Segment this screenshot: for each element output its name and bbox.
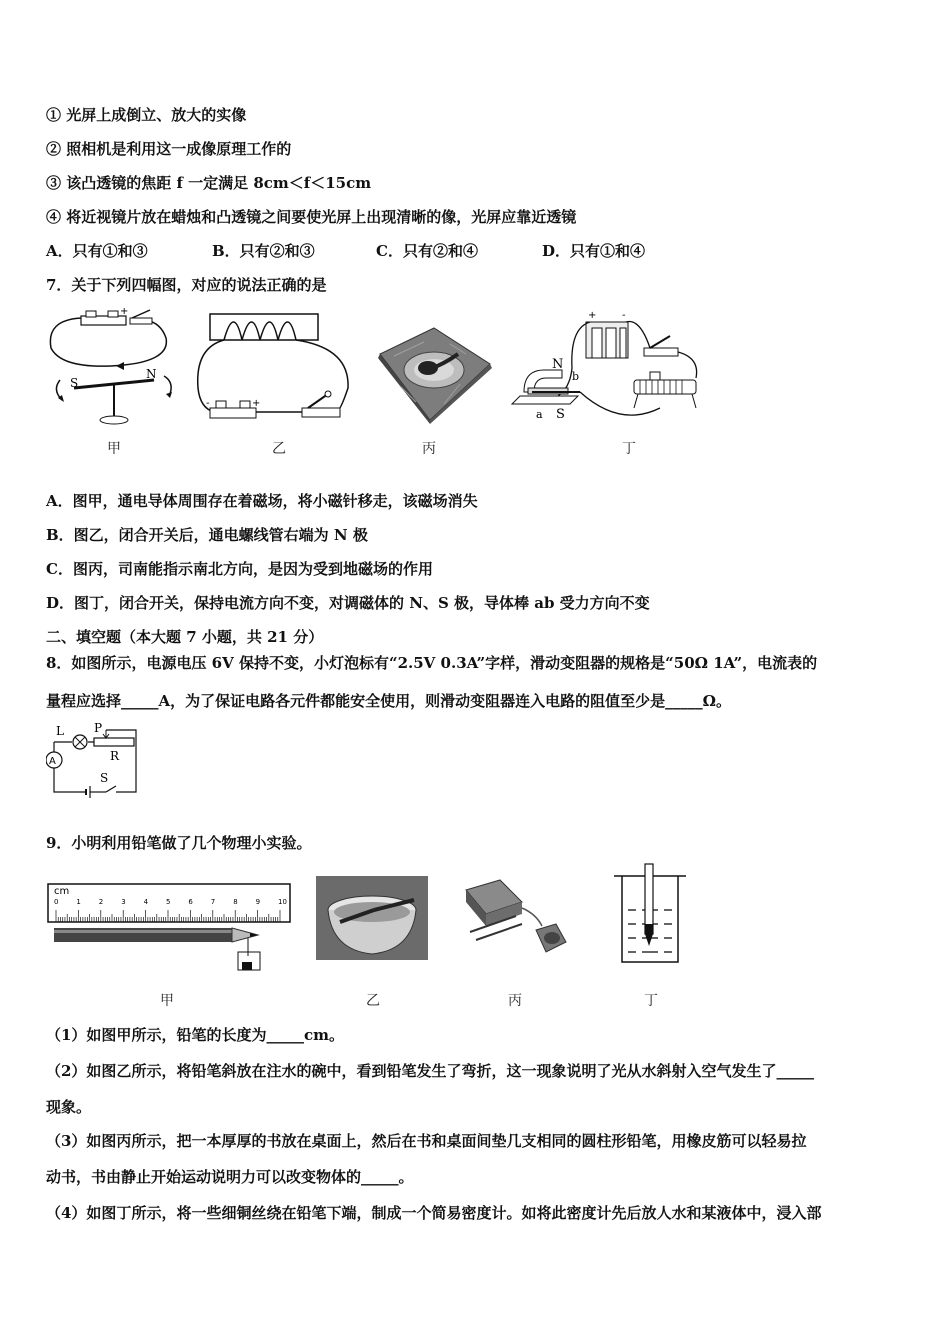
figure-ruler-pencil [46, 880, 296, 976]
q9-stem: 9．小明利用铅笔做了几个物理小实验。 [46, 834, 312, 852]
ruler-tick-label: 3 [121, 898, 126, 906]
q7-option-d: D．图丁，闭合开关，保持电流方向不变，对调磁体的 N、S 极，导体棒 ab 受力方向不变 [46, 594, 650, 612]
q6-statement-2: ② 照相机是利用这一成像原理工作的 [46, 140, 292, 158]
fig-yi-plus: + [252, 398, 261, 409]
q6-option-a: A．只有①和③ [46, 242, 148, 260]
q7-fig-label-jia: 甲 [107, 441, 121, 457]
fig-ding-b: b [572, 370, 580, 383]
q6-option-b: B．只有②和③ [212, 242, 315, 260]
circuit-label-s: S [100, 771, 109, 785]
q7-option-c: C．图丙，司南能指示南北方向，是因为受到地磁场的作用 [46, 560, 433, 578]
q6-statement-3: ③ 该凸透镜的焦距 f 一定满足 8cm＜f＜15cm [46, 174, 372, 192]
fig-ding-minus: - [622, 310, 626, 321]
figure-sinan [370, 324, 494, 424]
circuit-label-l: L [56, 724, 64, 738]
ruler-tick-label: 6 [188, 898, 193, 906]
fig-ding-s: S [556, 407, 565, 422]
q6-option-d: D．只有①和④ [542, 242, 646, 260]
fig-jia-n: N [146, 367, 157, 381]
q9-part-4: （4）如图丁所示，将一些细铜丝绕在铅笔下端，制成一个简易密度计。如将此密度计先后放人水和某液体中，浸入部 [46, 1204, 822, 1222]
fig-yi-minus: - [206, 398, 210, 409]
ruler-tick-label: 9 [255, 898, 261, 906]
ruler-tick-label: 0 [54, 898, 59, 906]
section-2-title: 二、填空题（本大题 7 小题，共 21 分） [46, 628, 324, 646]
figure-q8-circuit [46, 722, 138, 798]
ruler-tick-label: 10 [278, 898, 287, 906]
q9-part-2: （2）如图乙所示，将铅笔斜放在注水的碗中，看到铅笔发生了弯折，这一现象说明了光从水斜射入空气发生了_____ [46, 1062, 814, 1080]
ruler-tick-label: 5 [166, 898, 171, 906]
ruler-tick-label: 2 [98, 898, 104, 906]
figure-oersted [46, 308, 176, 438]
q9-fig-label-yi: 乙 [366, 993, 380, 1009]
q8-line-1: 8．如图所示，电源电压 6V 保持不变，小灯泡标有“2.5V 0.3A”字样，滑动变阻器的规格是“50Ω 1A”，电流表的 [46, 654, 818, 672]
fig-ding-n: N [552, 357, 564, 372]
q8-line-2: 量程应选择_____A，为了保证电路各元件都能安全使用，则滑动变阻器连入电路的阻值至少是_____Ω。 [46, 692, 731, 710]
q6-option-c: C．只有②和④ [376, 242, 478, 260]
q9-part-3-cont: 动书，书由静止开始运动说明力可以改变物体的_____。 [46, 1168, 414, 1186]
q9-part-3: （3）如图丙所示，把一本厚厚的书放在桌面上，然后在书和桌面间垫几支相同的圆柱形铅笔，用橡皮筋可以轻易拉 [46, 1132, 807, 1150]
ruler-tick-label: 8 [233, 898, 238, 906]
ruler-tick-label: 7 [210, 898, 216, 906]
q9-part-2-cont: 现象。 [46, 1098, 92, 1116]
figure-motor-principle [510, 308, 710, 438]
ruler-unit: cm [54, 886, 70, 897]
q7-fig-label-yi: 乙 [272, 441, 286, 457]
q7-stem: 7．关于下列四幅图，对应的说法正确的是 [46, 276, 327, 294]
figure-solenoid [190, 308, 360, 438]
q9-fig-label-ding: 丁 [644, 993, 658, 1009]
fig-ding-plus: + [588, 310, 597, 321]
fig-jia-s: S [70, 376, 79, 390]
q7-fig-label-bing: 丙 [422, 441, 436, 457]
fig-jia-plus: + [120, 308, 129, 317]
circuit-label-r: R [110, 749, 120, 763]
q7-option-b: B．图乙，闭合开关后，通电螺线管右端为 N 极 [46, 526, 368, 544]
ruler-tick-label: 1 [76, 898, 81, 906]
figure-density-meter [608, 862, 692, 966]
ruler-tick-label: 4 [143, 898, 149, 906]
circuit-label-a: A [49, 756, 56, 767]
q9-fig-label-jia: 甲 [160, 993, 174, 1009]
circuit-label-p: P [94, 722, 103, 735]
q7-fig-label-ding: 丁 [622, 441, 636, 457]
figure-book-pencils [456, 878, 572, 962]
fig-ding-a: a [536, 408, 543, 421]
q6-statement-4: ④ 将近视镜片放在蜡烛和凸透镜之间要使光屏上出现清晰的像，光屏应靠近透镜 [46, 208, 577, 226]
q6-statement-1: ① 光屏上成倒立、放大的实像 [46, 106, 247, 124]
q9-part-1: （1）如图甲所示，铅笔的长度为_____cm。 [46, 1026, 344, 1044]
q7-option-a: A．图甲，通电导体周围存在着磁场，将小磁针移走，该磁场消失 [46, 492, 478, 510]
figure-bowl-pencil [316, 876, 428, 960]
fig-jia-minus: - [93, 308, 97, 317]
q9-fig-label-bing: 丙 [508, 993, 522, 1009]
